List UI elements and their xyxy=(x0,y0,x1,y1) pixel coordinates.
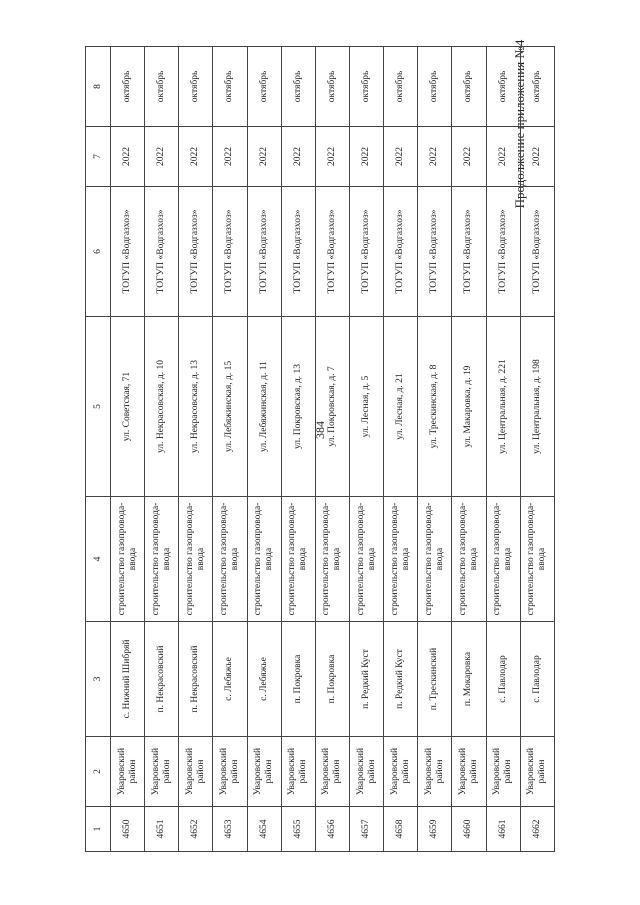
page-number: 384 xyxy=(313,421,327,439)
contractor-cell: ТОГУП «Водгазхоз» xyxy=(452,187,486,317)
month-cell: октябрь xyxy=(179,47,213,127)
month-cell: октябрь xyxy=(111,47,145,127)
work-type-cell: строительство газопровода-ввода xyxy=(111,497,145,622)
address-cell: ул. Покровская, д. 13 xyxy=(281,317,315,497)
settlement-cell: п. Покровка xyxy=(315,622,349,737)
settlement-cell: п. Мокаровка xyxy=(452,622,486,737)
column-header: 8 xyxy=(86,47,111,127)
work-type-cell: строительство газопровода-ввода xyxy=(349,497,383,622)
row-number-cell: 4651 xyxy=(145,807,179,852)
district-cell: Уваровский район xyxy=(349,737,383,807)
row-number-cell: 4655 xyxy=(281,807,315,852)
column-header: 2 xyxy=(86,737,111,807)
contractor-cell: ТОГУП «Водгазхоз» xyxy=(213,187,247,317)
month-cell: октябрь xyxy=(213,47,247,127)
row-number-cell: 4654 xyxy=(247,807,281,852)
column-header: 5 xyxy=(86,317,111,497)
settlement-cell: с. Павлодар xyxy=(486,622,520,737)
appendix-title: Продолжение приложения №4 xyxy=(512,39,527,209)
settlement-cell: с. Павлодар xyxy=(520,622,554,737)
address-cell: ул. Советская, 71 xyxy=(111,317,145,497)
settlement-cell: п. Трескинский xyxy=(418,622,452,737)
contractor-cell: ТОГУП «Водгазхоз» xyxy=(418,187,452,317)
row-number-cell: 4650 xyxy=(111,807,145,852)
table-container xyxy=(85,47,555,852)
contractor-cell: ТОГУП «Водгазхоз» xyxy=(520,187,554,317)
address-cell: ул. Центральная, д. 221 xyxy=(486,317,520,497)
month-cell: октябрь xyxy=(452,47,486,127)
district-cell: Уваровский район xyxy=(179,737,213,807)
column-header: 6 xyxy=(86,187,111,317)
address-cell: ул. Макаровка, д. 19 xyxy=(452,317,486,497)
district-cell: Уваровский район xyxy=(486,737,520,807)
rotated-table-frame xyxy=(85,47,555,852)
contractor-cell: ТОГУП «Водгазхоз» xyxy=(315,187,349,317)
year-cell: 2022 xyxy=(486,127,520,187)
year-cell: 2022 xyxy=(213,127,247,187)
address-cell: ул. Центральная, д. 198 xyxy=(520,317,554,497)
month-cell: октябрь xyxy=(247,47,281,127)
district-cell: Уваровский район xyxy=(452,737,486,807)
table-row xyxy=(520,47,554,852)
column-header: 7 xyxy=(86,127,111,187)
row-number-cell: 4662 xyxy=(520,807,554,852)
work-type-cell: строительство газопровода-ввода xyxy=(418,497,452,622)
row-number-cell: 4653 xyxy=(213,807,247,852)
year-cell: 2022 xyxy=(315,127,349,187)
work-type-cell: строительство газопровода-ввода xyxy=(452,497,486,622)
month-cell: октябрь xyxy=(349,47,383,127)
settlement-cell: с. Лебяжье xyxy=(213,622,247,737)
month-cell: октябрь xyxy=(384,47,418,127)
contractor-cell: ТОГУП «Водгазхоз» xyxy=(486,187,520,317)
year-cell: 2022 xyxy=(179,127,213,187)
year-cell: 2022 xyxy=(418,127,452,187)
address-cell: ул. Некрасовская, д. 13 xyxy=(179,317,213,497)
work-type-cell: строительство газопровода-ввода xyxy=(520,497,554,622)
district-cell: Уваровский район xyxy=(281,737,315,807)
district-cell: Уваровский район xyxy=(111,737,145,807)
district-cell: Уваровский район xyxy=(247,737,281,807)
district-cell: Уваровский район xyxy=(418,737,452,807)
settlement-cell: с. Нижний Шибряй xyxy=(111,622,145,737)
district-cell: Уваровский район xyxy=(213,737,247,807)
work-type-cell: строительство газопровода-ввода xyxy=(384,497,418,622)
district-cell: Уваровский район xyxy=(145,737,179,807)
appendix-table xyxy=(85,46,555,852)
table-row xyxy=(179,47,213,852)
address-cell: ул. Лебяжинская, д. 15 xyxy=(213,317,247,497)
month-cell: октябрь xyxy=(418,47,452,127)
table-row xyxy=(145,47,179,852)
settlement-cell: п. Редкий Куст xyxy=(384,622,418,737)
table-row xyxy=(384,47,418,852)
row-number-cell: 4659 xyxy=(418,807,452,852)
month-cell: октябрь xyxy=(486,47,520,127)
work-type-cell: строительство газопровода-ввода xyxy=(213,497,247,622)
row-number-cell: 4652 xyxy=(179,807,213,852)
year-cell: 2022 xyxy=(520,127,554,187)
table-row xyxy=(349,47,383,852)
row-number-cell: 4660 xyxy=(452,807,486,852)
address-cell: ул. Покровская, д. 7 xyxy=(315,317,349,497)
year-cell: 2022 xyxy=(281,127,315,187)
contractor-cell: ТОГУП «Водгазхоз» xyxy=(145,187,179,317)
work-type-cell: строительство газопровода-ввода xyxy=(145,497,179,622)
row-number-cell: 4656 xyxy=(315,807,349,852)
district-cell: Уваровский район xyxy=(520,737,554,807)
table-row xyxy=(315,47,349,852)
table-row xyxy=(111,47,145,852)
address-cell: ул. Некрасовская, д. 10 xyxy=(145,317,179,497)
contractor-cell: ТОГУП «Водгазхоз» xyxy=(111,187,145,317)
table-body xyxy=(111,47,555,852)
address-cell: ул. Лесная, д. 5 xyxy=(349,317,383,497)
row-number-cell: 4658 xyxy=(384,807,418,852)
work-type-cell: строительство газопровода-ввода xyxy=(179,497,213,622)
settlement-cell: с. Лебяжье xyxy=(247,622,281,737)
row-number-cell: 4661 xyxy=(486,807,520,852)
column-header: 4 xyxy=(86,497,111,622)
year-cell: 2022 xyxy=(111,127,145,187)
month-cell: октябрь xyxy=(315,47,349,127)
contractor-cell: ТОГУП «Водгазхоз» xyxy=(349,187,383,317)
address-cell: ул. Трескинская, д. 8 xyxy=(418,317,452,497)
year-cell: 2022 xyxy=(384,127,418,187)
settlement-cell: п. Редкий Куст xyxy=(349,622,383,737)
work-type-cell: строительство газопровода-ввода xyxy=(247,497,281,622)
year-cell: 2022 xyxy=(452,127,486,187)
settlement-cell: п. Покровка xyxy=(281,622,315,737)
year-cell: 2022 xyxy=(145,127,179,187)
work-type-cell: строительство газопровода-ввода xyxy=(281,497,315,622)
contractor-cell: ТОГУП «Водгазхоз» xyxy=(384,187,418,317)
month-cell: октябрь xyxy=(520,47,554,127)
work-type-cell: строительство газопровода-ввода xyxy=(315,497,349,622)
settlement-cell: п. Некрасовский xyxy=(145,622,179,737)
table-row xyxy=(213,47,247,852)
contractor-cell: ТОГУП «Водгазхоз» xyxy=(179,187,213,317)
column-header: 3 xyxy=(86,622,111,737)
month-cell: октябрь xyxy=(145,47,179,127)
district-cell: Уваровский район xyxy=(384,737,418,807)
contractor-cell: ТОГУП «Водгазхоз» xyxy=(281,187,315,317)
table-row xyxy=(452,47,486,852)
table-row xyxy=(486,47,520,852)
district-cell: Уваровский район xyxy=(315,737,349,807)
work-type-cell: строительство газопровода-ввода xyxy=(486,497,520,622)
contractor-cell: ТОГУП «Водгазхоз» xyxy=(247,187,281,317)
table-header-row xyxy=(86,47,111,852)
table-row xyxy=(247,47,281,852)
row-number-cell: 4657 xyxy=(349,807,383,852)
table-row xyxy=(281,47,315,852)
settlement-cell: п. Некрасовский xyxy=(179,622,213,737)
column-header: 1 xyxy=(86,807,111,852)
month-cell: октябрь xyxy=(281,47,315,127)
year-cell: 2022 xyxy=(247,127,281,187)
address-cell: ул. Лесная, д. 21 xyxy=(384,317,418,497)
year-cell: 2022 xyxy=(349,127,383,187)
address-cell: ул. Лебяжинская, д. 11 xyxy=(247,317,281,497)
table-row xyxy=(418,47,452,852)
